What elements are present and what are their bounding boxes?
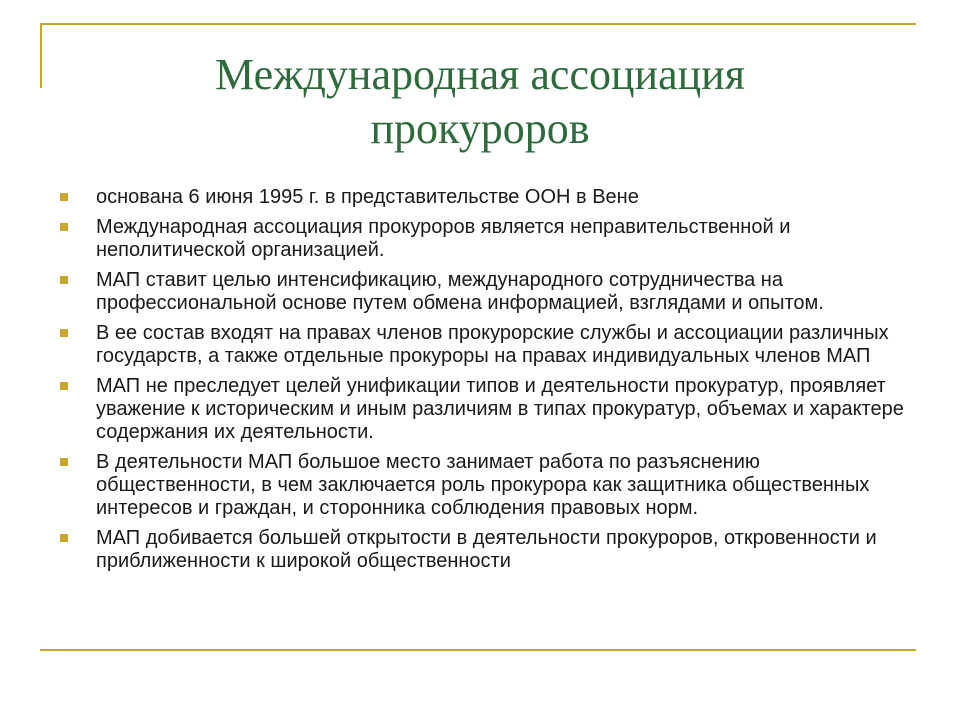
square-bullet-icon (60, 223, 68, 231)
bottom-divider-line (40, 649, 916, 651)
bullet-text: основана 6 июня 1995 г. в представительстве ООН в Вене (96, 186, 639, 208)
bullet-item (57, 216, 919, 262)
slide-title (0, 48, 960, 156)
bullet-text: Международная ассоциация прокуроров является неправительственной и неполитической организацией. (96, 216, 791, 261)
bullet-item (57, 322, 919, 368)
square-bullet-icon (60, 382, 68, 390)
bullet-text: МАП добивается большей открытости в деятельности прокуроров, откровенности и приближенности к широкой общественности (96, 527, 877, 572)
top-divider-line (40, 23, 916, 25)
bullet-text: МАП ставит целью интенсификацию, международного сотрудничества на профессиональной основе путем обмена информацией, взглядами и опытом. (96, 269, 824, 314)
bullet-item (57, 375, 919, 444)
bullet-text: В ее состав входят на правах членов прокурорские службы и ассоциации различных государств, а также отдельные прокуроры на правах индивидуальных членов МАП (96, 322, 889, 367)
bullet-text: В деятельности МАП большое место занимает работа по разъяснению общественности, в чем заключается роль прокурора как защитника общественных интересов и граждан, и сторонника соблюдения правовых норм. (96, 451, 870, 519)
bullet-item (57, 186, 919, 209)
bullet-item (57, 269, 919, 315)
square-bullet-icon (60, 534, 68, 542)
square-bullet-icon (60, 276, 68, 284)
bullet-list (57, 186, 919, 580)
slide-title-line-2: прокуроров (370, 104, 590, 153)
square-bullet-icon (60, 329, 68, 337)
bullet-item (57, 527, 919, 573)
slide-title-line-1: Международная ассоциация (215, 50, 745, 99)
square-bullet-icon (60, 458, 68, 466)
bullet-item (57, 451, 919, 520)
bullet-text: МАП не преследует целей унификации типов и деятельности прокуратур, проявляет уважение к историческим и иным различиям в типах прокуратур, объемах и характере содержания их деятельности. (96, 375, 904, 443)
square-bullet-icon (60, 193, 68, 201)
